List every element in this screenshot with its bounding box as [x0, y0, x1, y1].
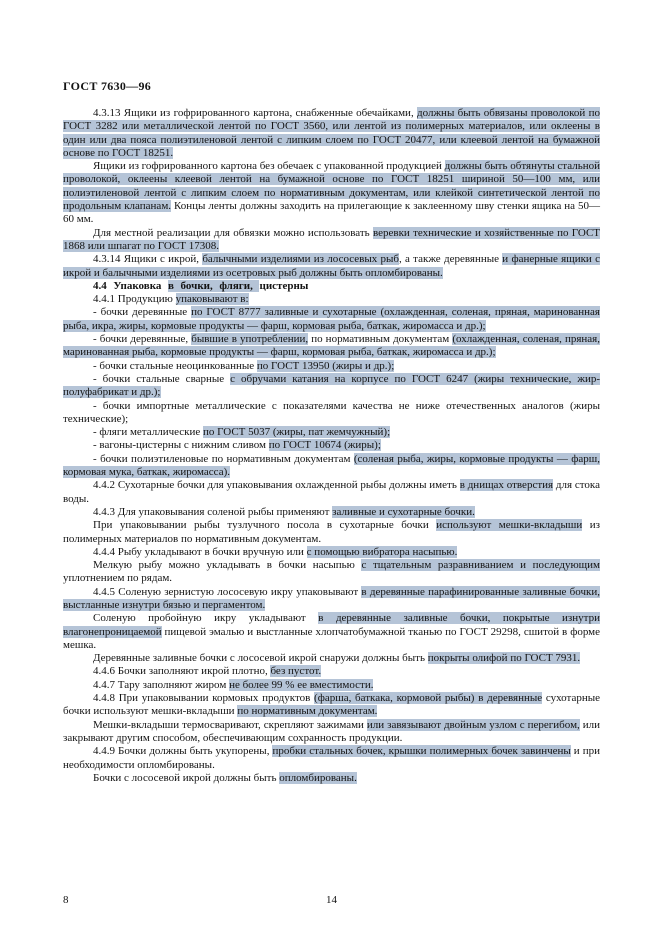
paragraph: [63, 360, 600, 373]
highlighted-text: с помощью вибратора насыпью.: [306, 545, 458, 558]
paragraph: [63, 745, 600, 772]
highlighted-text: (соленая рыба, жиры, кормовые продукты — фарш, кормовая мука, баткак, жиромасса).: [63, 452, 600, 479]
text-segment: - бочки полиэтиленовые по нормативным документам: [93, 452, 354, 465]
document-footer: [63, 894, 600, 908]
highlighted-text: и фанерные ящики с икрой и балычными изделиями из осетровых рыб должны быть опломбированы.: [63, 253, 600, 279]
highlighted-text: или завязывают двойным узлом с перегибом,: [366, 718, 580, 731]
text-segment: 4.4.7 Тару заполняют жиром: [93, 678, 230, 691]
text-segment: , а также деревянные: [398, 253, 503, 266]
text-segment: - бочки импортные металлические с показателями качества не ниже отечественных аналогов (жиры технические);: [63, 399, 600, 425]
paragraph: [63, 333, 600, 360]
paragraph: [63, 160, 600, 226]
text-segment: уплотнением по рядам.: [63, 572, 173, 585]
paragraph: [63, 227, 600, 254]
text-segment: 4.4.2 Сухотарные бочки для упаковывания охлажденной рыбы должны иметь: [93, 479, 460, 492]
document-body: [63, 107, 600, 785]
highlighted-text: покрыты олифой по ГОСТ 7931.: [427, 652, 581, 665]
paragraph: [63, 439, 600, 452]
text-segment: - бочки стальные сварные: [93, 372, 231, 385]
paragraph: [63, 107, 600, 160]
paragraph: [63, 559, 600, 586]
text-segment: 4.4.8 При упаковывании кормовых продуктов: [93, 692, 315, 705]
highlighted-text: в бочки, фляги,: [168, 279, 260, 292]
text-segment: - вагоны-цистерны с нижним сливом: [93, 439, 269, 452]
page-number-left: 8: [63, 894, 69, 906]
highlighted-text: опломбированы.: [279, 771, 357, 784]
text-segment: для стока воды.: [63, 479, 600, 505]
highlighted-text: используют мешки-вкладыши: [436, 519, 583, 532]
highlighted-text: в деревянные парафинированные заливные бочки, выстланные изнутри бязью и пергаментом.: [63, 585, 600, 611]
section-heading: [63, 280, 600, 293]
paragraph: [63, 692, 600, 719]
paragraph: [63, 306, 600, 333]
text-segment: или закрывают другим способом, обеспечивающим сохранность продукции.: [63, 718, 600, 744]
highlighted-text: должны быть обвязаны проволокой по ГОСТ 3282 или металлической лентой по ГОСТ 3560, или лентой из полимерных материалов, или оклеены в один или два пояса полиэтиленовой лентой с липким слоем по ГОСТ 20477, или клеевой лентой на бумажной основе по ГОСТ 18251.: [63, 107, 601, 159]
text-segment: - бочки деревянные,: [93, 333, 192, 346]
text-segment: Деревянные заливные бочки с лососевой икрой снаружи должны быть: [93, 652, 428, 665]
highlighted-text: по нормативным документам.: [237, 705, 378, 718]
text-segment: - фляги металлические: [93, 426, 204, 439]
paragraph: [63, 400, 600, 427]
text-segment: из полимерных материалов по нормативным документам.: [63, 519, 600, 545]
text-segment: по нормативным документам: [308, 333, 453, 346]
text-segment: - бочки деревянные: [93, 306, 192, 319]
highlighted-text: балычными изделиями из лососевых рыб: [202, 253, 399, 266]
text-segment: 4.4.5 Соленую зернистую лососевую икру упаковывают: [93, 585, 362, 598]
text-segment: пищевой эмалью и выстланные хлопчатобумажной тканью по ГОСТ 29298, сшитой в форме мешка.: [63, 625, 600, 651]
highlighted-text: пробки стальных бочек, крышки полимерных бочек завинчены: [272, 745, 571, 758]
highlighted-text: без пустот.: [270, 665, 322, 678]
highlighted-text: с обручами катания на корпусе по ГОСТ 6247 (жиры технические, жир-полуфабрикат и др.);: [63, 372, 600, 399]
paragraph: [63, 546, 600, 559]
text-segment: 4.3.13 Ящики из гофрированного картона, снабженные обечайками,: [93, 107, 418, 119]
text-segment: Соленую пробойную икру укладывают: [93, 612, 319, 625]
text-segment: 4.4.3 Для упаковывания соленой рыбы применяют: [93, 505, 333, 518]
highlighted-text: упаковывают в:: [175, 293, 249, 306]
highlighted-text: бывшие в употреблении,: [191, 333, 309, 346]
paragraph: [63, 652, 600, 665]
highlighted-text: (фарша, баткака, кормовой рыбы) в деревянные: [314, 692, 543, 705]
paragraph: [63, 719, 600, 746]
paragraph: [63, 586, 600, 613]
text-segment: 4.4.9 Бочки должны быть укупорены,: [93, 745, 273, 758]
highlighted-text: должны быть обтянуты стальной проволокой, оклеены клеевой лентой на бумажной основе по ГОСТ 18251 шириной 50—100 мм, или полиэтиленовой лентой с липким слоем по нормативным документам, или клейкой синтетической лентой по продольным клапанам.: [63, 160, 600, 213]
text-segment: - бочки стальные неоцинкованные: [93, 359, 257, 372]
text-segment: Мелкую рыбу можно укладывать в бочки насыпью: [93, 559, 362, 572]
highlighted-text: по ГОСТ 8777 заливные и сухотарные (охлажденная, соленая, пряная, маринованная рыба, икра, жиры, кормовые продукты — фарш, кормовая рыба, баткак, жиромасса и др.);: [63, 306, 600, 332]
highlighted-text: с тщательным разравниванием и последующим: [361, 559, 600, 572]
paragraph: [63, 519, 600, 546]
highlighted-text: заливные и сухотарные бочки.: [332, 505, 475, 518]
highlighted-text: по ГОСТ 5037 (жиры, пат жемчужный);: [203, 426, 391, 439]
paragraph: [63, 479, 600, 506]
text-segment: цистерны: [259, 279, 309, 292]
page-number-center: 14: [326, 894, 337, 906]
paragraph: [63, 453, 600, 480]
highlighted-text: в деревянные заливные бочки, покрытые изнутри влагонепроницаемой: [63, 612, 600, 638]
text-segment: 4.3.14 Ящики с икрой,: [93, 253, 203, 266]
paragraph: [63, 665, 600, 678]
paragraph: [63, 253, 600, 280]
text-segment: При упаковывании рыбы тузлучного посола в сухотарные бочки: [93, 519, 437, 532]
text-segment: 4.4.4 Рыбу укладывают в бочки вручную или: [93, 545, 307, 558]
text-segment: и при необходимости опломбированы.: [63, 745, 600, 771]
document-header: ГОСТ 7630—96: [63, 79, 152, 93]
highlighted-text: по ГОСТ 10674 (жиры);: [268, 439, 381, 452]
text-segment: Ящики из гофрированного картона без обечаек с упакованной продукцией: [93, 160, 445, 173]
paragraph: [63, 373, 600, 400]
text-segment: Для местной реализации для обвязки можно использовать: [93, 226, 373, 239]
text-segment: сухотарные бочки используют мешки-вкладыши: [63, 692, 600, 718]
highlighted-text: по ГОСТ 13950 (жиры и др.);: [256, 359, 395, 372]
highlighted-text: в днищах отверстия: [459, 479, 554, 492]
highlighted-text: (охлажденная, соленая, пряная, маринованная рыба, кормовые продукты — фарш, кормовая рыба, баткак, жиромасса и др.);: [63, 333, 600, 359]
paragraph: [63, 426, 600, 439]
text-segment: 4.4.6 Бочки заполняют икрой плотно,: [93, 665, 271, 678]
highlighted-text: веревки технические и хозяйственные по ГОСТ 1868 или шпагат по ГОСТ 17308.: [63, 226, 601, 252]
highlighted-text: не более 99 % ее вместимости.: [229, 678, 374, 691]
text-segment: 4.4.1 Продукцию: [93, 293, 176, 306]
paragraph: [63, 506, 600, 519]
paragraph: [63, 679, 600, 692]
text-segment: Мешки-вкладыши термосваривают, скрепляют зажимами: [93, 718, 367, 731]
paragraph: [63, 772, 600, 785]
text-segment: 4.4 Упаковка: [93, 279, 168, 292]
paragraph: [63, 293, 600, 306]
text-segment: Бочки с лососевой икрой должны быть: [93, 771, 280, 784]
text-segment: Концы ленты должны заходить на прилегающие к заклеенному шву стенки ящика на 50—60 мм.: [63, 200, 600, 226]
paragraph: [63, 612, 600, 652]
